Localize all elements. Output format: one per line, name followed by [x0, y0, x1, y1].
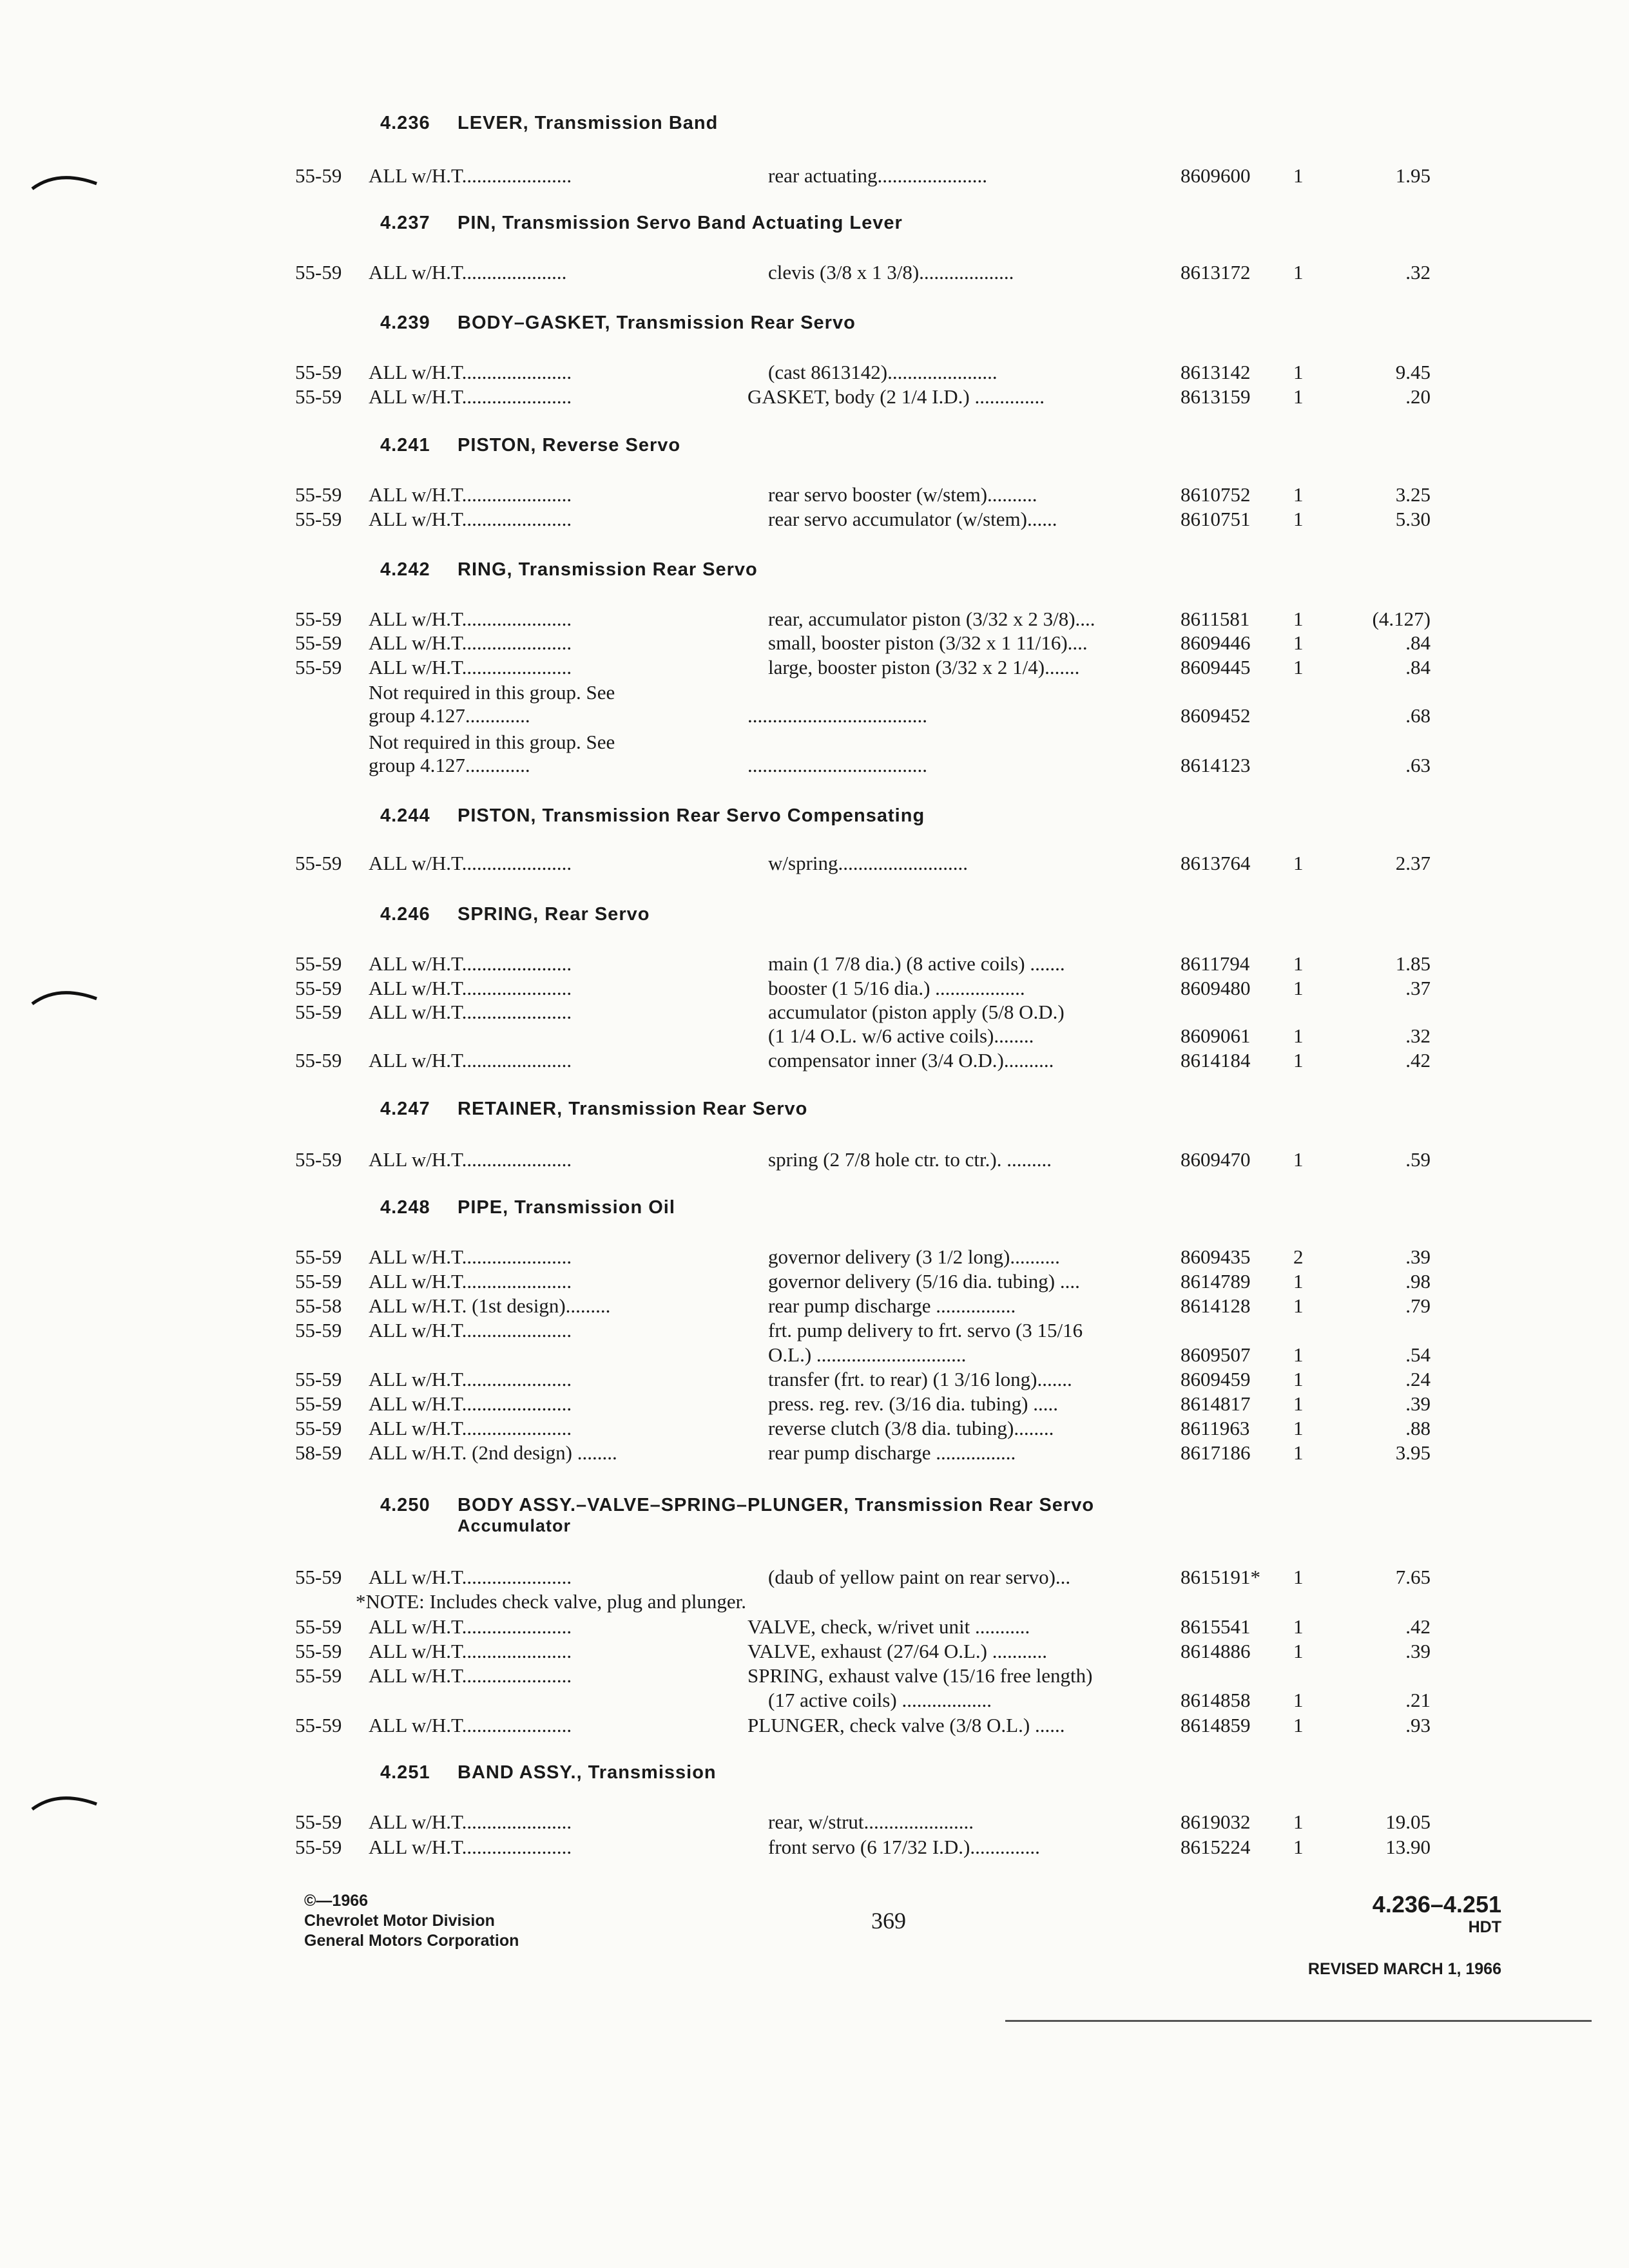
part-description: GASKET, body (2 1/4 I.D.) .............. — [747, 385, 1045, 408]
model-years: 55-59 — [295, 852, 342, 874]
table-row — [0, 608, 1629, 632]
model-years: 55-59 — [295, 1245, 342, 1268]
quantity: 1 — [1293, 1343, 1304, 1366]
table-row — [0, 1294, 1629, 1319]
part-number: 8610751 — [1181, 508, 1251, 530]
price: 3.25 — [1395, 483, 1431, 506]
table-row — [0, 704, 1629, 729]
model-years: 55-59 — [295, 164, 342, 187]
group-number: 4.239 — [380, 312, 430, 333]
part-description: booster (1 5/16 dia.) .................. — [768, 977, 1025, 999]
price: 13.90 — [1385, 1836, 1431, 1858]
part-description: front servo (6 17/32 I.D.).............. — [768, 1836, 1040, 1858]
part-number: 8611794 — [1181, 952, 1250, 975]
part-description: rear pump discharge ................ — [768, 1294, 1016, 1317]
model-years: 55-59 — [295, 1811, 342, 1833]
part-description: rear, w/strut...................... — [768, 1811, 974, 1833]
table-row — [0, 1811, 1629, 1835]
part-number: 8613172 — [1181, 261, 1251, 284]
footer-group-range — [1308, 1891, 1501, 1937]
table-row — [0, 385, 1629, 410]
part-number: 8609480 — [1181, 977, 1251, 999]
table-row — [0, 631, 1629, 656]
group-number: 4.242 — [380, 559, 430, 580]
group-title: RING, Transmission Rear Servo — [458, 559, 758, 580]
model-applicability: ALL w/H.T...................... — [369, 852, 572, 874]
part-description: rear servo accumulator (w/stem)...... — [768, 508, 1057, 530]
table-row — [0, 1392, 1629, 1417]
quantity: 1 — [1293, 1049, 1304, 1072]
model-years: 55-59 — [295, 1640, 342, 1662]
group-title: SPRING, Rear Servo — [458, 904, 650, 925]
part-description: small, booster piston (3/32 x 1 11/16).... — [768, 631, 1088, 654]
quantity: 1 — [1293, 1714, 1304, 1736]
model-years: 55-59 — [295, 1714, 342, 1736]
part-description: governor delivery (5/16 dia. tubing) .... — [768, 1270, 1080, 1293]
part-number: 8619032 — [1181, 1811, 1251, 1833]
model-applicability: ALL w/H.T...................... — [369, 508, 572, 530]
price: 5.30 — [1395, 508, 1431, 530]
group-header — [380, 805, 925, 827]
part-number: 8609452 — [1181, 704, 1251, 727]
model-years: 55-59 — [295, 1368, 342, 1390]
price: .24 — [1405, 1368, 1431, 1390]
part-description: spring (2 7/8 hole ctr. to ctr.). ......... — [768, 1148, 1052, 1171]
model-applicability: ALL w/H.T...................... — [369, 385, 572, 408]
price: .79 — [1405, 1294, 1431, 1317]
part-number: 8609507 — [1181, 1343, 1251, 1366]
table-row — [0, 1836, 1629, 1860]
part-description: compensator inner (3/4 O.D.).......... — [768, 1049, 1054, 1072]
part-description: (cast 8613142)...................... — [768, 361, 998, 383]
part-description: clevis (3/8 x 1 3/8)................... — [768, 261, 1014, 284]
table-row — [0, 1001, 1629, 1025]
quantity: 1 — [1293, 631, 1304, 654]
table-row — [0, 1664, 1629, 1689]
quantity: 1 — [1293, 977, 1304, 999]
table-row — [0, 1270, 1629, 1294]
model-applicability: ALL w/H.T...................... — [369, 1270, 572, 1293]
price: .88 — [1405, 1417, 1431, 1439]
table-row — [0, 1343, 1629, 1368]
model-years: 55-59 — [295, 1270, 342, 1293]
part-description: rear actuating...................... — [768, 164, 988, 187]
part-number: 8611581 — [1181, 608, 1250, 630]
part-description: rear, accumulator piston (3/32 x 2 3/8).... — [768, 608, 1095, 630]
model-applicability: ALL w/H.T. (2nd design) ........ — [369, 1441, 617, 1464]
table-row — [0, 1148, 1629, 1173]
quantity: 1 — [1293, 1640, 1304, 1662]
part-description: main (1 7/8 dia.) (8 active coils) ....... — [768, 952, 1065, 975]
part-number: 8609470 — [1181, 1148, 1251, 1171]
quantity: 1 — [1293, 1689, 1304, 1711]
model-applicability: group 4.127............. — [369, 754, 530, 776]
table-row — [0, 261, 1629, 285]
model-applicability: ALL w/H.T...................... — [369, 656, 572, 678]
quantity: 1 — [1293, 508, 1304, 530]
model-applicability: ALL w/H.T...................... — [369, 1368, 572, 1390]
page-number: 369 — [871, 1908, 906, 1934]
model-years: 55-59 — [295, 261, 342, 284]
group-title: BODY ASSY.–VALVE–SPRING–PLUNGER, Transmission Rear Servo — [458, 1495, 1095, 1515]
part-description: (daub of yellow paint on rear servo)... — [768, 1566, 1071, 1588]
part-description: transfer (frt. to rear) (1 3/16 long)....... — [768, 1368, 1072, 1390]
price: 7.65 — [1395, 1566, 1431, 1588]
model-years: 55-59 — [295, 1319, 342, 1341]
model-applicability: ALL w/H.T. (1st design)......... — [369, 1294, 611, 1317]
part-number: 8614859 — [1181, 1714, 1251, 1736]
part-description: large, booster piston (3/32 x 2 1/4)....... — [768, 656, 1080, 678]
group-title: RETAINER, Transmission Rear Servo — [458, 1099, 808, 1119]
part-number: 8613159 — [1181, 385, 1251, 408]
model-years: 55-59 — [295, 631, 342, 654]
model-applicability: ALL w/H.T...................... — [369, 952, 572, 975]
part-description: O.L.) .............................. — [768, 1343, 967, 1366]
part-description: rear servo booster (w/stem).......... — [768, 483, 1037, 506]
model-applicability: ALL w/H.T...................... — [369, 1664, 572, 1687]
group-number: 4.251 — [380, 1762, 430, 1783]
part-description: frt. pump delivery to frt. servo (3 15/16 — [768, 1319, 1083, 1341]
table-row — [0, 508, 1629, 532]
model-applicability: ALL w/H.T...................... — [369, 608, 572, 630]
group-header — [380, 1197, 675, 1218]
quantity: 1 — [1293, 1566, 1304, 1588]
price: .39 — [1405, 1392, 1431, 1415]
table-row — [0, 977, 1629, 1001]
quantity: 1 — [1293, 656, 1304, 678]
model-years: 55-59 — [295, 1392, 342, 1415]
quantity: 1 — [1293, 1368, 1304, 1390]
group-number: 4.247 — [380, 1099, 430, 1119]
price: 2.37 — [1395, 852, 1431, 874]
model-years: 55-59 — [295, 1836, 342, 1858]
quantity: 1 — [1293, 1417, 1304, 1439]
model-applicability: ALL w/H.T...................... — [369, 1049, 572, 1072]
group-number: 4.248 — [380, 1197, 430, 1218]
quantity: 1 — [1293, 1392, 1304, 1415]
group-title: BODY–GASKET, Transmission Rear Servo — [458, 312, 856, 333]
model-applicability: ALL w/H.T...................... — [369, 631, 572, 654]
model-years: 55-59 — [295, 608, 342, 630]
part-number: 8609446 — [1181, 631, 1251, 654]
group-title: LEVER, Transmission Band — [458, 113, 718, 133]
model-applicability: ALL w/H.T...................... — [369, 1319, 572, 1341]
part-description: rear pump discharge ................ — [768, 1441, 1016, 1464]
quantity: 1 — [1293, 1148, 1304, 1171]
note-line: Not required in this group. See — [369, 681, 615, 704]
quantity: 1 — [1293, 361, 1304, 383]
model-applicability: ALL w/H.T...................... — [369, 1566, 572, 1588]
quantity: 1 — [1293, 1024, 1304, 1047]
table-row — [0, 1368, 1629, 1392]
part-number: 8614817 — [1181, 1392, 1251, 1415]
table-row — [0, 1640, 1629, 1664]
quantity: 1 — [1293, 385, 1304, 408]
part-number: 8609459 — [1181, 1368, 1251, 1390]
quantity: 1 — [1293, 852, 1304, 874]
price: .93 — [1405, 1714, 1431, 1736]
part-number: 8614128 — [1181, 1294, 1251, 1317]
price: .21 — [1405, 1689, 1431, 1711]
price: 3.95 — [1395, 1441, 1431, 1464]
model-years: 58-59 — [295, 1441, 342, 1464]
quantity: 1 — [1293, 483, 1304, 506]
group-range: 4.236–4.251 — [1372, 1891, 1501, 1917]
price: .54 — [1405, 1343, 1431, 1366]
table-row — [0, 754, 1629, 778]
quantity: 1 — [1293, 1615, 1304, 1638]
model-years: 55-59 — [295, 1664, 342, 1687]
part-description: accumulator (piston apply (5/8 O.D.) — [768, 1001, 1065, 1023]
quantity: 1 — [1293, 164, 1304, 187]
group-title: PIPE, Transmission Oil — [458, 1197, 675, 1218]
model-years: 55-59 — [295, 1417, 342, 1439]
model-applicability: ALL w/H.T...................... — [369, 1148, 572, 1171]
group-header — [380, 904, 650, 925]
footer-publisher — [304, 1891, 519, 1951]
price: 19.05 — [1385, 1811, 1431, 1833]
group-header — [380, 1762, 717, 1783]
price: .63 — [1405, 754, 1431, 776]
price: .32 — [1405, 1024, 1431, 1047]
group-number: 4.236 — [380, 113, 430, 133]
group-title: PISTON, Transmission Rear Servo Compensating — [458, 805, 925, 826]
group-header — [380, 113, 718, 134]
model-years: 55-59 — [295, 508, 342, 530]
part-description: (1 1/4 O.L. w/6 active coils)........ — [768, 1024, 1034, 1047]
revision-date: REVISED MARCH 1, 1966 — [1307, 1960, 1501, 1978]
price: .42 — [1405, 1049, 1431, 1072]
table-row — [0, 361, 1629, 385]
group-header — [380, 1495, 1094, 1536]
table-row — [0, 852, 1629, 876]
price: .20 — [1405, 385, 1431, 408]
part-description: SPRING, exhaust valve (15/16 free length) — [747, 1664, 1093, 1687]
model-years: 55-59 — [295, 1566, 342, 1588]
bottom-rule — [1005, 2020, 1592, 2022]
copyright-line: ©—1966 — [304, 1892, 369, 1910]
part-number: 8617186 — [1181, 1441, 1251, 1464]
table-row — [0, 1319, 1629, 1343]
quantity: 1 — [1293, 1836, 1304, 1858]
quantity: 1 — [1293, 1441, 1304, 1464]
model-years: 55-58 — [295, 1294, 342, 1317]
table-row — [0, 1714, 1629, 1738]
model-years: 55-59 — [295, 977, 342, 999]
table-row — [0, 164, 1629, 189]
model-applicability: ALL w/H.T..................... — [369, 261, 567, 284]
part-number: 8614886 — [1181, 1640, 1251, 1662]
part-description: reverse clutch (3/8 dia. tubing)........ — [768, 1417, 1054, 1439]
model-years: 55-59 — [295, 361, 342, 383]
part-description: governor delivery (3 1/2 long).......... — [768, 1245, 1060, 1268]
table-row — [0, 656, 1629, 680]
model-applicability: ALL w/H.T...................... — [369, 164, 572, 187]
group-number: 4.237 — [380, 213, 430, 233]
table-row — [0, 1441, 1629, 1466]
price: .59 — [1405, 1148, 1431, 1171]
table-row — [0, 1689, 1629, 1713]
part-number: 8614858 — [1181, 1689, 1251, 1711]
model-years: 55-59 — [295, 1615, 342, 1638]
model-applicability: ALL w/H.T...................... — [369, 483, 572, 506]
model-applicability: ALL w/H.T...................... — [369, 1001, 572, 1023]
model-applicability: ALL w/H.T...................... — [369, 1417, 572, 1439]
group-number: 4.244 — [380, 805, 430, 826]
model-applicability: ALL w/H.T...................... — [369, 1640, 572, 1662]
group-number: 4.241 — [380, 435, 430, 456]
price: (4.127) — [1372, 608, 1431, 630]
group-title: PIN, Transmission Servo Band Actuating Lever — [458, 213, 903, 233]
group-title: PISTON, Reverse Servo — [458, 435, 681, 456]
quantity: 1 — [1293, 608, 1304, 630]
table-row — [0, 952, 1629, 977]
part-number: 8609061 — [1181, 1024, 1251, 1047]
quantity: 1 — [1293, 261, 1304, 284]
price: .39 — [1405, 1640, 1431, 1662]
part-number: 8609445 — [1181, 656, 1251, 678]
part-description: w/spring.......................... — [768, 852, 968, 874]
part-description: (17 active coils) .................. — [768, 1689, 992, 1711]
quantity: 1 — [1293, 1270, 1304, 1293]
part-description: VALVE, exhaust (27/64 O.L.) ........... — [747, 1640, 1047, 1662]
group-number: 4.250 — [380, 1495, 430, 1515]
group-header — [380, 1099, 807, 1120]
price: .84 — [1405, 656, 1431, 678]
table-row — [0, 1566, 1629, 1590]
part-description: .................................... — [747, 754, 927, 776]
model-applicability: ALL w/H.T...................... — [369, 1811, 572, 1833]
part-description: VALVE, check, w/rivet unit ........... — [747, 1615, 1030, 1638]
corporation-line: General Motors Corporation — [304, 1932, 519, 1950]
group-number: 4.246 — [380, 904, 430, 925]
group-header — [380, 559, 758, 581]
model-applicability: ALL w/H.T...................... — [369, 1245, 572, 1268]
model-applicability: ALL w/H.T...................... — [369, 361, 572, 383]
part-number: 8615191* — [1181, 1566, 1260, 1588]
part-number: 8610752 — [1181, 483, 1251, 506]
group-subtitle: Accumulator — [458, 1516, 572, 1535]
price: .42 — [1405, 1615, 1431, 1638]
model-applicability: group 4.127............. — [369, 704, 530, 727]
part-description: PLUNGER, check valve (3/8 O.L.) ...... — [747, 1714, 1065, 1736]
price: .39 — [1405, 1245, 1431, 1268]
price: .84 — [1405, 631, 1431, 654]
model-years: 55-59 — [295, 1049, 342, 1072]
part-number: 8615541 — [1181, 1615, 1251, 1638]
price: 9.45 — [1395, 361, 1431, 383]
price: .68 — [1405, 704, 1431, 727]
group-header — [380, 435, 680, 456]
quantity: 2 — [1293, 1245, 1304, 1268]
model-applicability: ALL w/H.T...................... — [369, 1392, 572, 1415]
part-number: 8611963 — [1181, 1417, 1250, 1439]
quantity: 1 — [1293, 952, 1304, 975]
part-description: .................................... — [747, 704, 927, 727]
model-applicability: ALL w/H.T...................... — [369, 1615, 572, 1638]
model-applicability: ALL w/H.T...................... — [369, 1714, 572, 1736]
model-years: 55-59 — [295, 952, 342, 975]
note-line: *NOTE: Includes check valve, plug and plunger. — [356, 1590, 747, 1613]
price: 1.95 — [1395, 164, 1431, 187]
part-number: 8615224 — [1181, 1836, 1251, 1858]
division-line: Chevrolet Motor Division — [304, 1912, 495, 1930]
table-row — [0, 1615, 1629, 1640]
price: .98 — [1405, 1270, 1431, 1293]
price: .37 — [1405, 977, 1431, 999]
table-row — [0, 483, 1629, 508]
price: .32 — [1405, 261, 1431, 284]
part-number: 8614789 — [1181, 1270, 1251, 1293]
section-code: HDT — [1468, 1918, 1501, 1936]
model-applicability: ALL w/H.T...................... — [369, 1836, 572, 1858]
quantity: 1 — [1293, 1811, 1304, 1833]
group-header — [380, 312, 856, 334]
model-years: 55-59 — [295, 483, 342, 506]
group-header — [380, 213, 903, 234]
table-row — [0, 1024, 1629, 1049]
part-number: 8614123 — [1181, 754, 1251, 776]
group-title: BAND ASSY., Transmission — [458, 1762, 717, 1783]
note-line: Not required in this group. See — [369, 731, 615, 753]
table-row — [0, 1049, 1629, 1073]
quantity: 1 — [1293, 1294, 1304, 1317]
model-years: 55-59 — [295, 1148, 342, 1171]
model-years: 55-59 — [295, 385, 342, 408]
part-number: 8609435 — [1181, 1245, 1251, 1268]
model-applicability: ALL w/H.T...................... — [369, 977, 572, 999]
part-description: press. reg. rev. (3/16 dia. tubing) ..... — [768, 1392, 1058, 1415]
part-number: 8609600 — [1181, 164, 1251, 187]
table-row — [0, 1417, 1629, 1441]
model-years: 55-59 — [295, 656, 342, 678]
table-row — [0, 1245, 1629, 1270]
price: 1.85 — [1395, 952, 1431, 975]
part-number: 8613764 — [1181, 852, 1251, 874]
model-years: 55-59 — [295, 1001, 342, 1023]
part-number: 8613142 — [1181, 361, 1251, 383]
part-number: 8614184 — [1181, 1049, 1251, 1072]
